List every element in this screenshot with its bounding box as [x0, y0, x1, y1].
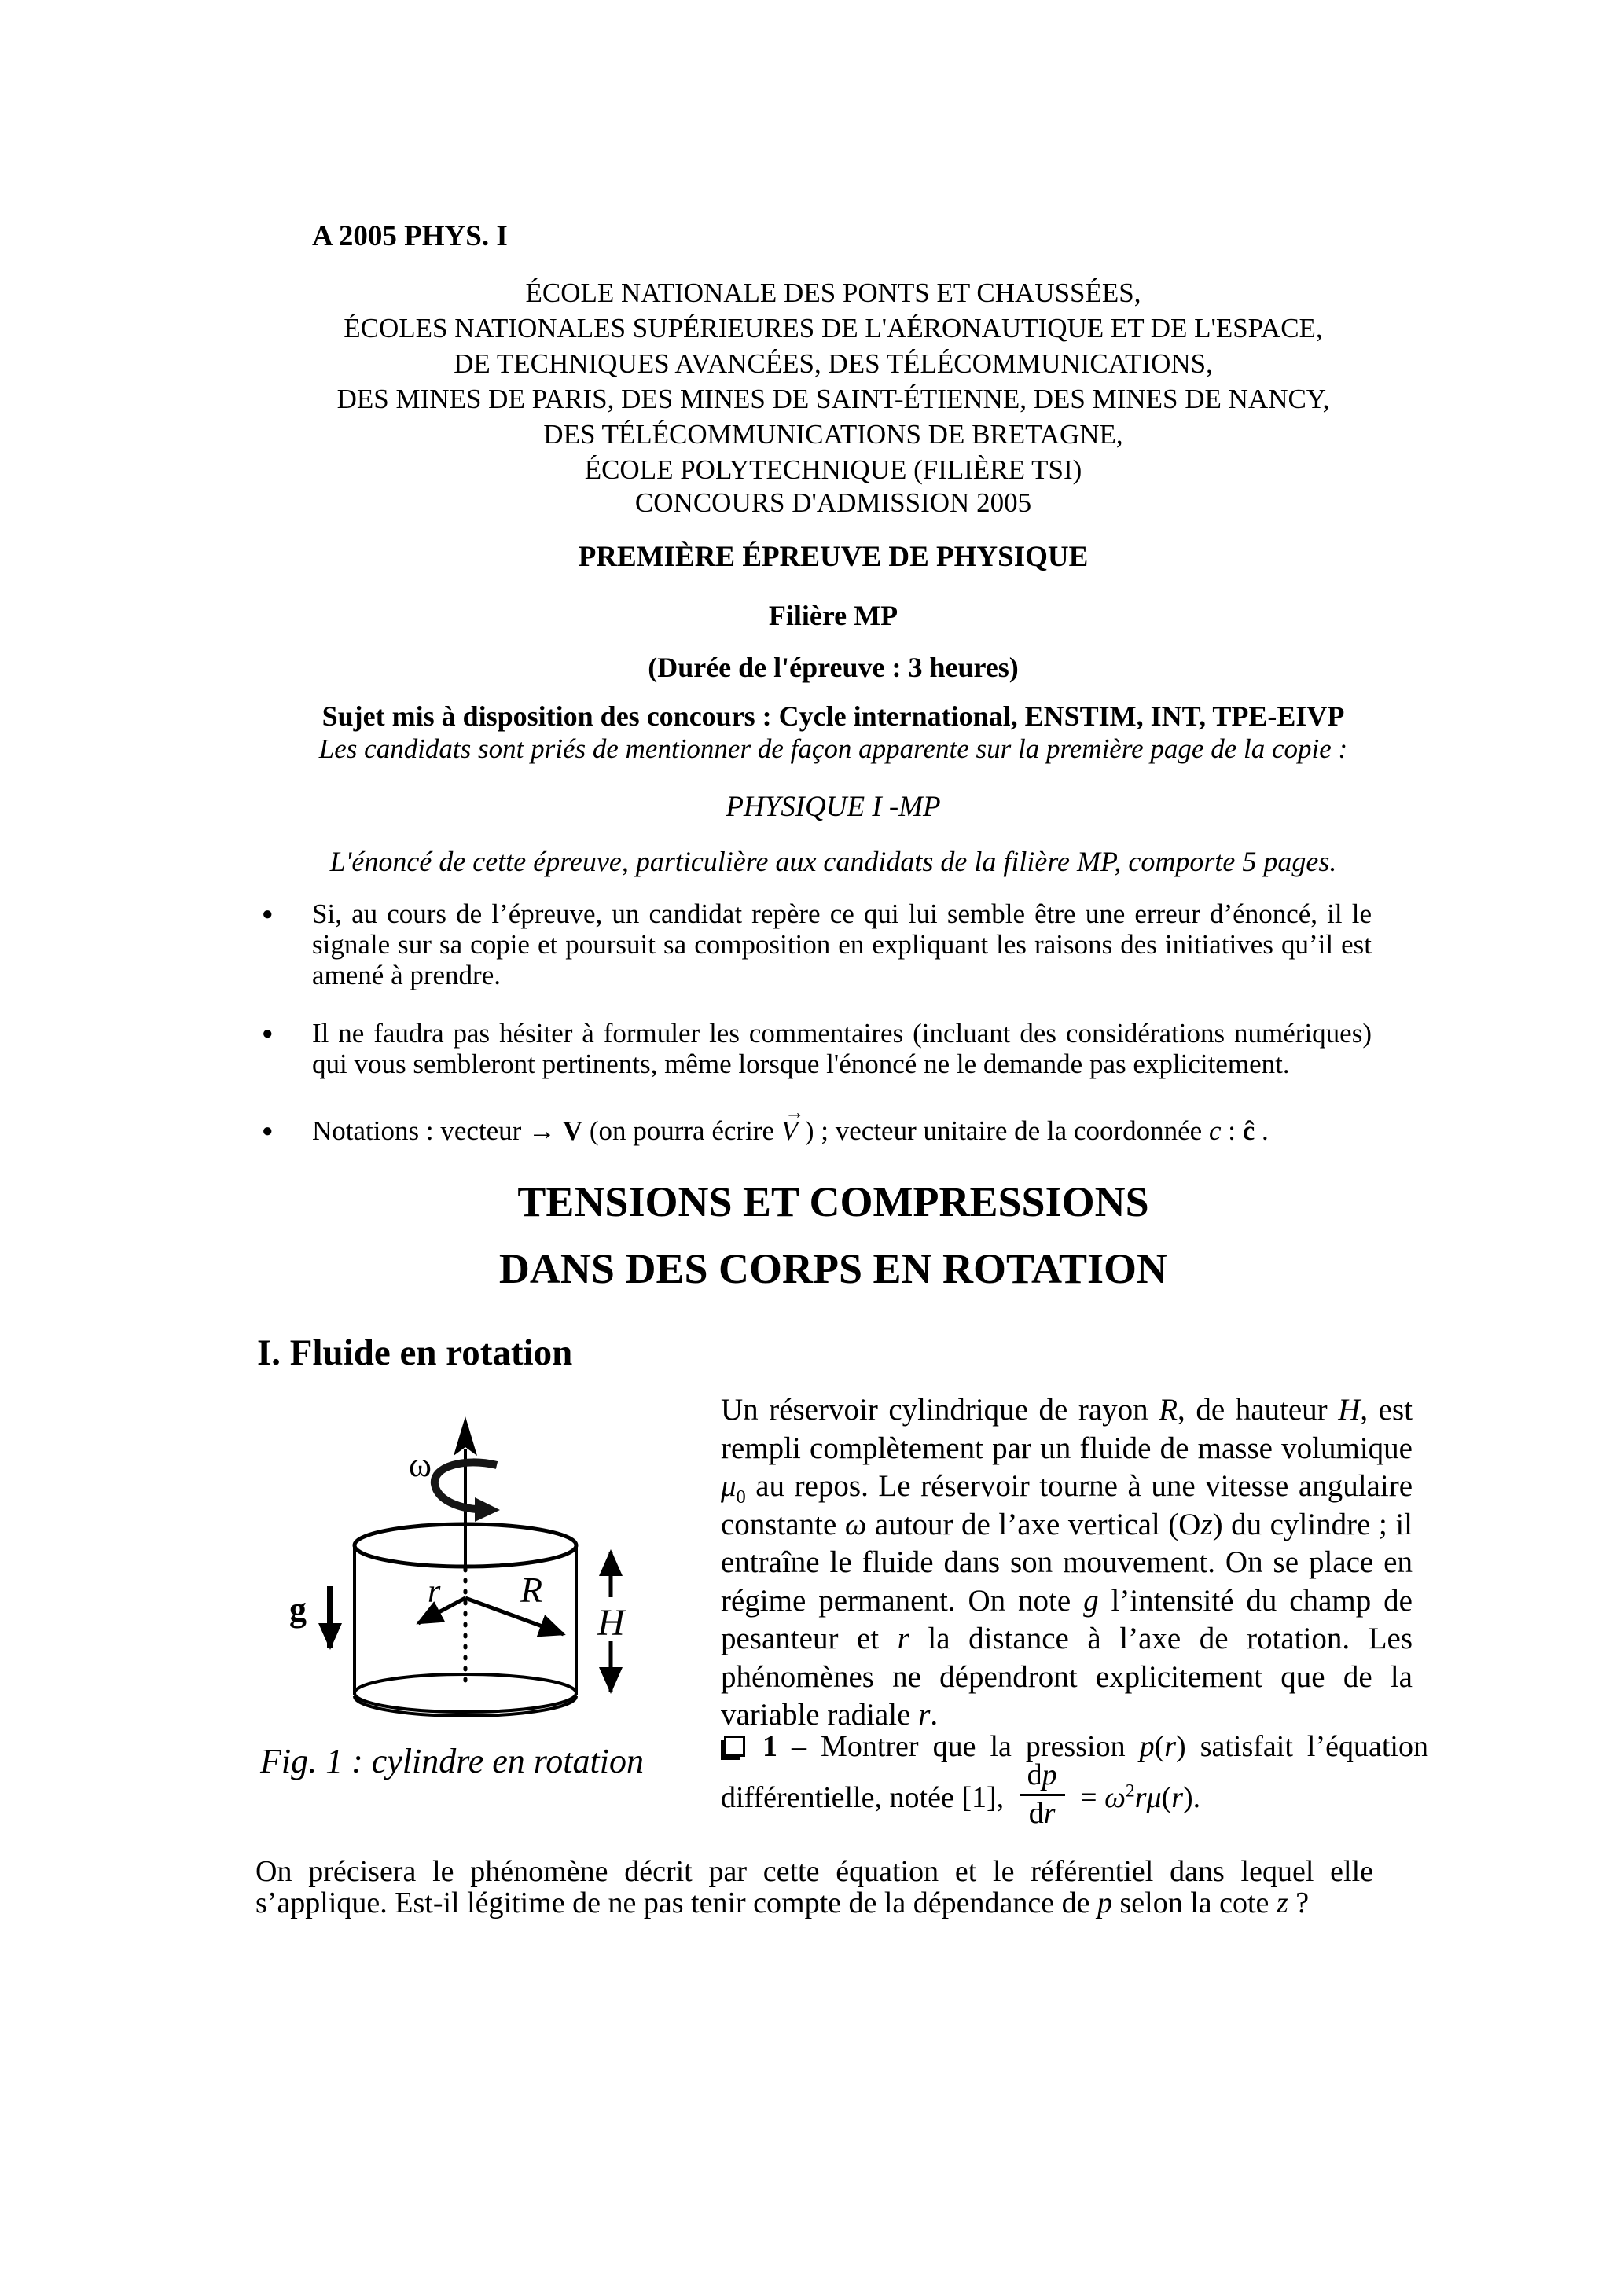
institution-line: DES TÉLÉCOMMUNICATIONS DE BRETAGNE,	[543, 419, 1123, 450]
closing-paragraph: On précisera le phénomène décrit par cette équation et le référentiel dans lequel elle s’applique. Est-il légitime de ne pas tenir compte de la dépendance de p selon la cote z ?	[255, 1855, 1373, 1919]
sujet-disposition-line: Sujet mis à disposition des concours : Cycle international, ENSTIM, INT, TPE-EIVP	[321, 700, 1345, 732]
question-1-text: 1 – Montrer que la pression p(r) satisfait l’équation différentielle, notée [1], $\frac{dp}{dr}$ = $\omega^2r\mu(r)$.	[721, 1730, 1428, 1830]
question-1	[721, 1728, 1428, 1835]
radius-r-arrow	[418, 1598, 465, 1623]
exam-reference-code: A 2005 PHYS. I	[312, 220, 508, 252]
rotation-arrowhead-icon	[475, 1497, 500, 1522]
bullet-icon: ●	[262, 1121, 274, 1141]
epreuve-title: PREMIÈRE ÉPREUVE DE PHYSIQUE	[578, 541, 1089, 573]
filiere-label: Filière MP	[768, 600, 898, 631]
enonce-note: L'énoncé de cette épreuve, particulière aux candidats de la filière MP, comporte 5 pages.	[329, 846, 1337, 877]
height-label: H	[597, 1602, 625, 1644]
instructions-list	[255, 898, 1372, 1146]
figure-cylinder-rotation	[267, 1415, 660, 1729]
document-title-line2: DANS DES CORPS EN ROTATION	[498, 1245, 1168, 1292]
document-title-line1: TENSIONS ET COMPRESSIONS	[517, 1178, 1149, 1225]
mention-instruction: Les candidats sont priés de mentionner de façon apparente sur la première page de la copie :	[318, 733, 1348, 764]
physique-label: PHYSIQUE I -MP	[726, 791, 941, 823]
radius-r-label: r	[428, 1574, 441, 1610]
institution-line: ÉCOLE NATIONALE DES PONTS ET CHAUSSÉES,	[525, 277, 1141, 308]
gravity-label: g	[289, 1590, 307, 1629]
institution-line: ÉCOLES NATIONALES SUPÉRIEURES DE L'AÉRONAUTIQUE ET DE L'ESPACE,	[344, 313, 1323, 343]
list-item	[255, 1018, 1372, 1079]
institution-line: ÉCOLE POLYTECHNIQUE (FILIÈRE TSI)	[584, 454, 1082, 485]
instruction-text: Il ne faudra pas hésiter à formuler les commentaires (incluant des considérations numériques) qui vous sembleront pertinents, même lorsque l'énoncé ne le demande pas explicitement.	[312, 1018, 1372, 1079]
institution-line: DES MINES DE PARIS, DES MINES DE SAINT-ÉTIENNE, DES MINES DE NANCY,	[336, 384, 1330, 414]
figure-caption: Fig. 1 : cylindre en rotation	[260, 1742, 644, 1780]
duration-label: (Durée de l'épreuve : 3 heures)	[648, 652, 1019, 683]
instruction-text: Si, au cours de l’épreuve, un candidat repère ce qui lui semble être une erreur d’énoncé, il le signale sur sa copie et poursuit sa composition en expliquant les raisons des initiatives qu’il est amené à prendre.	[312, 898, 1372, 990]
bullet-icon: ●	[262, 904, 274, 924]
concours-title: CONCOURS D'ADMISSION 2005	[634, 487, 1032, 518]
notations-text: Notations : vecteur → V (on pourra écrire → V ) ; vecteur unitaire de la coordonnée c : ĉ .	[312, 1102, 1269, 1146]
omega-label: ω	[409, 1446, 432, 1484]
list-item	[255, 1102, 1372, 1146]
list-item	[255, 898, 1372, 990]
radius-R-label: R	[520, 1570, 543, 1610]
section-heading: I. Fluide en rotation	[257, 1332, 573, 1373]
section-paragraph: Un réservoir cylindrique de rayon R, de hauteur H, est rempli complètement par un fluide de masse volumique $\mu_0$ au repos. Le réservoir tourne à une vitesse angulaire constante ω autour de l’axe vertical (Oz) du cylindre ; il entraîne le fluide dans son mouvement. On se place en régime permanent. On note g l’intensité du champ de pesanteur et r la distance à l’axe de rotation. Les phénomènes ne dépendront explicitement que de la variable radiale r.	[721, 1393, 1413, 1732]
institutions-list	[236, 275, 1431, 487]
checkbox-icon	[724, 1736, 745, 1757]
bullet-icon: ●	[262, 1023, 274, 1044]
institution-line: DE TECHNIQUES AVANCÉES, DES TÉLÉCOMMUNICATIONS,	[454, 348, 1213, 379]
radius-R-arrow	[465, 1598, 564, 1634]
